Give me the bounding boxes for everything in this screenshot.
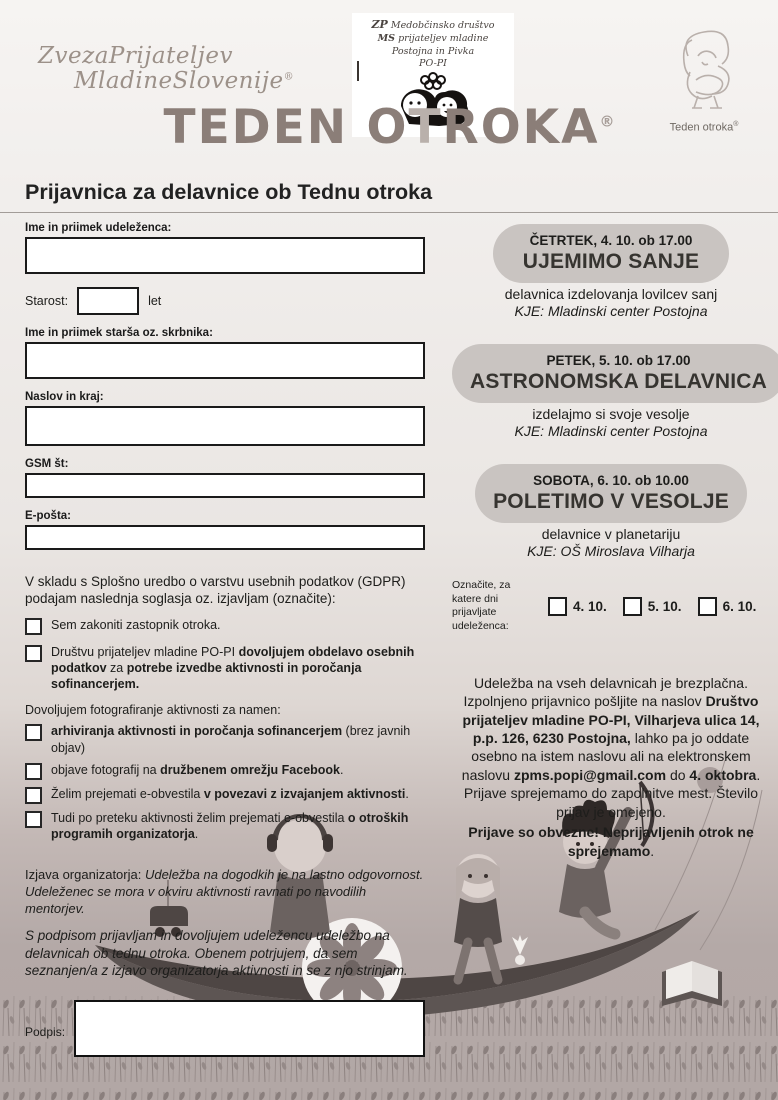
submission-info-text: Udeležba na vseh delavnicah je brezplačna. Izpolnjeno prijavnico pošljite na naslov Društvo prijateljev mladine PO-PI, Vilharjeva ulica 14, p.p. 126, 6230 Postojna, lahko pa jo oddate osebno na istem naslovu ali na elektronskem naslovu zpms.popi@gmail.com do 4. oktobra. Prijave sprejemamo do zapolnitve mest. Število prijav je omejeno.: [461, 674, 761, 820]
event-description: delavnice v planetariju: [541, 526, 681, 542]
day-4-10-checkbox[interactable]: [548, 597, 567, 616]
event-poletimo-v-vesolje: [452, 464, 770, 559]
main-title-part1: TEDEN O: [163, 100, 409, 155]
event-title: UJEMIMO SANJE: [522, 250, 700, 273]
signature-input[interactable]: [74, 1000, 425, 1057]
day-6-10-checkbox[interactable]: [698, 597, 717, 616]
future-enotices-label: Tudi po preteku aktivnosti želim prejemati e-obvestila o otroških programih organizatorja.: [51, 810, 409, 842]
registration-form: [25, 222, 425, 1057]
parent-name-label: Ime in priimek starša oz. skrbnika:: [25, 327, 213, 339]
day-5-10-checkbox[interactable]: [623, 597, 642, 616]
popi-line1: Medobčinsko društvo: [387, 20, 495, 31]
mandatory-registration-text: Prijave so obvezne! Neprijavljenih otrok ne sprejemamo.: [468, 824, 754, 859]
scan-artifact-bar: [357, 61, 359, 81]
day-5-10-label: 5. 10.: [647, 598, 682, 614]
enotices-checkbox[interactable]: [25, 787, 42, 804]
organizer-statement: Izjava organizatorja: Udeležba na dogodkih je na lastno odgovornost. Udeleženec se mora v okviru aktivnosti ravnati po navodilih mentorjev.: [25, 867, 424, 917]
day-option-4-10: [548, 597, 607, 616]
parent-name-input[interactable]: [25, 342, 425, 379]
event-badge: [475, 464, 747, 523]
day-option-5-10: [623, 597, 682, 616]
email-label: E-pošta:: [25, 510, 71, 522]
zpms-logo-line1: ZvezaPrijateljev: [38, 43, 234, 69]
legal-guardian-checkbox[interactable]: [25, 618, 42, 635]
signer-statement: S podpisom prijavljam in dovoljujem udeležencu udeležbo na delavnicah ob tednu otroka. Obenem potrjujem, da sem seznanjen/a z izjavo organizatorja aktivnosti in se z njo strinjam.: [25, 927, 408, 979]
age-label: Starost:: [25, 294, 69, 308]
day-4-10-label: 4. 10.: [573, 598, 607, 614]
signature-label: Podpis:: [25, 1024, 66, 1039]
popi-line3: PO-PI: [419, 58, 447, 70]
consent-row-facebook: [25, 762, 425, 780]
event-date: ČETRTEK, 4. 10. ob 17.00: [529, 233, 693, 248]
event-badge: [452, 344, 778, 403]
day-selection: [452, 579, 770, 634]
shuttlecock-figure: [512, 935, 528, 965]
zpms-logo-line2: MladineSlovenije: [74, 68, 284, 95]
facebook-checkbox[interactable]: [25, 763, 42, 780]
main-title-part3: ROKA: [442, 100, 600, 155]
consent-row-archiving: [25, 723, 425, 756]
section-heading-rule: [0, 180, 778, 213]
archiving-label: arhiviranja aktivnosti in poročanja sofinancerjem (brez javnih objav): [51, 724, 411, 755]
event-badge: [493, 224, 729, 283]
registered-mark: ®: [283, 71, 295, 83]
zpms-logo: [38, 44, 294, 95]
consent-row-data-processing: [25, 644, 425, 693]
future-enotices-checkbox[interactable]: [25, 811, 42, 828]
popi-line2: prijateljev mladine Postojna in Pivka: [391, 32, 489, 57]
event-location: KJE: OŠ Miroslava Vilharja: [527, 543, 695, 559]
event-location: KJE: Mladinski center Postojna: [514, 423, 708, 439]
event-description: izdelajmo si svoje vesolje: [532, 406, 690, 422]
event-date: PETEK, 5. 10. ob 17.00: [546, 353, 691, 368]
data-processing-label: Društvu prijateljev mladine PO-PI dovoljujem obdelavo osebnih podatkov za potrebe izvedbe aktivnosti in poročanja sofinancerjem.: [51, 644, 415, 692]
event-location: KJE: Mladinski center Postojna: [514, 303, 708, 319]
main-title-light-letter: T: [408, 100, 443, 155]
participant-name-label: Ime in priimek udeleženca:: [25, 222, 172, 234]
event-description: delavnica izdelovanja lovilcev sanj: [504, 286, 718, 302]
archiving-checkbox[interactable]: [25, 724, 42, 741]
participant-name-input[interactable]: [25, 237, 425, 274]
address-input[interactable]: [25, 406, 425, 446]
event-date: SOBOTA, 6. 10. ob 10.00: [533, 473, 689, 488]
age-input[interactable]: [77, 287, 139, 315]
events-panel: [452, 224, 770, 860]
address-label: Naslov in kraj:: [25, 391, 104, 403]
teden-otroka-caption: Teden otroka: [669, 121, 734, 134]
event-title: POLETIMO V VESOLJE: [493, 490, 729, 513]
gsm-input[interactable]: [25, 473, 425, 498]
consent-row-legal-guardian: [25, 617, 425, 635]
day-selection-label: Označite, za katere dni prijavljate udeleženca:: [452, 579, 511, 632]
consent-row-enotices: [25, 786, 425, 804]
registered-mark: ®: [733, 121, 739, 128]
popi-line1-prefix: ZP: [371, 18, 388, 31]
consent-row-future-enotices: [25, 810, 425, 843]
gsm-label: GSM št:: [25, 458, 69, 470]
page-title: Prijavnica za delavnice ob Tednu otroka: [25, 180, 433, 204]
facebook-label: objave fotografij na družbenem omrežju Facebook.: [51, 762, 344, 777]
age-suffix-label: let: [148, 294, 162, 308]
event-ujemimo-sanje: [452, 224, 770, 319]
data-processing-checkbox[interactable]: [25, 645, 42, 662]
popi-line2-prefix: MS: [377, 32, 396, 44]
day-option-6-10: [698, 597, 757, 616]
legal-guardian-label: Sem zakoniti zastopnik otroka.: [51, 617, 221, 632]
enotices-label: Želim prejemati e-obvestila v povezavi z izvajanjem aktivnosti.: [51, 786, 409, 801]
registered-mark: ®: [599, 112, 615, 131]
event-astronomska-delavnica: [452, 344, 770, 439]
event-title: ASTRONOMSKA DELAVNICA: [470, 370, 768, 393]
main-title: [0, 100, 778, 155]
email-input[interactable]: [25, 525, 425, 550]
girl-figure: [454, 854, 502, 980]
day-6-10-label: 6. 10.: [722, 598, 757, 614]
photo-consent-title: Dovoljujem fotografiranje aktivnosti za namen:: [25, 703, 281, 718]
gdpr-intro-text: V skladu s Splošno uredbo o varstvu usebnih podatkov (GDPR) podajam naslednja soglasja oz. izjavljam (označite):: [25, 574, 406, 607]
